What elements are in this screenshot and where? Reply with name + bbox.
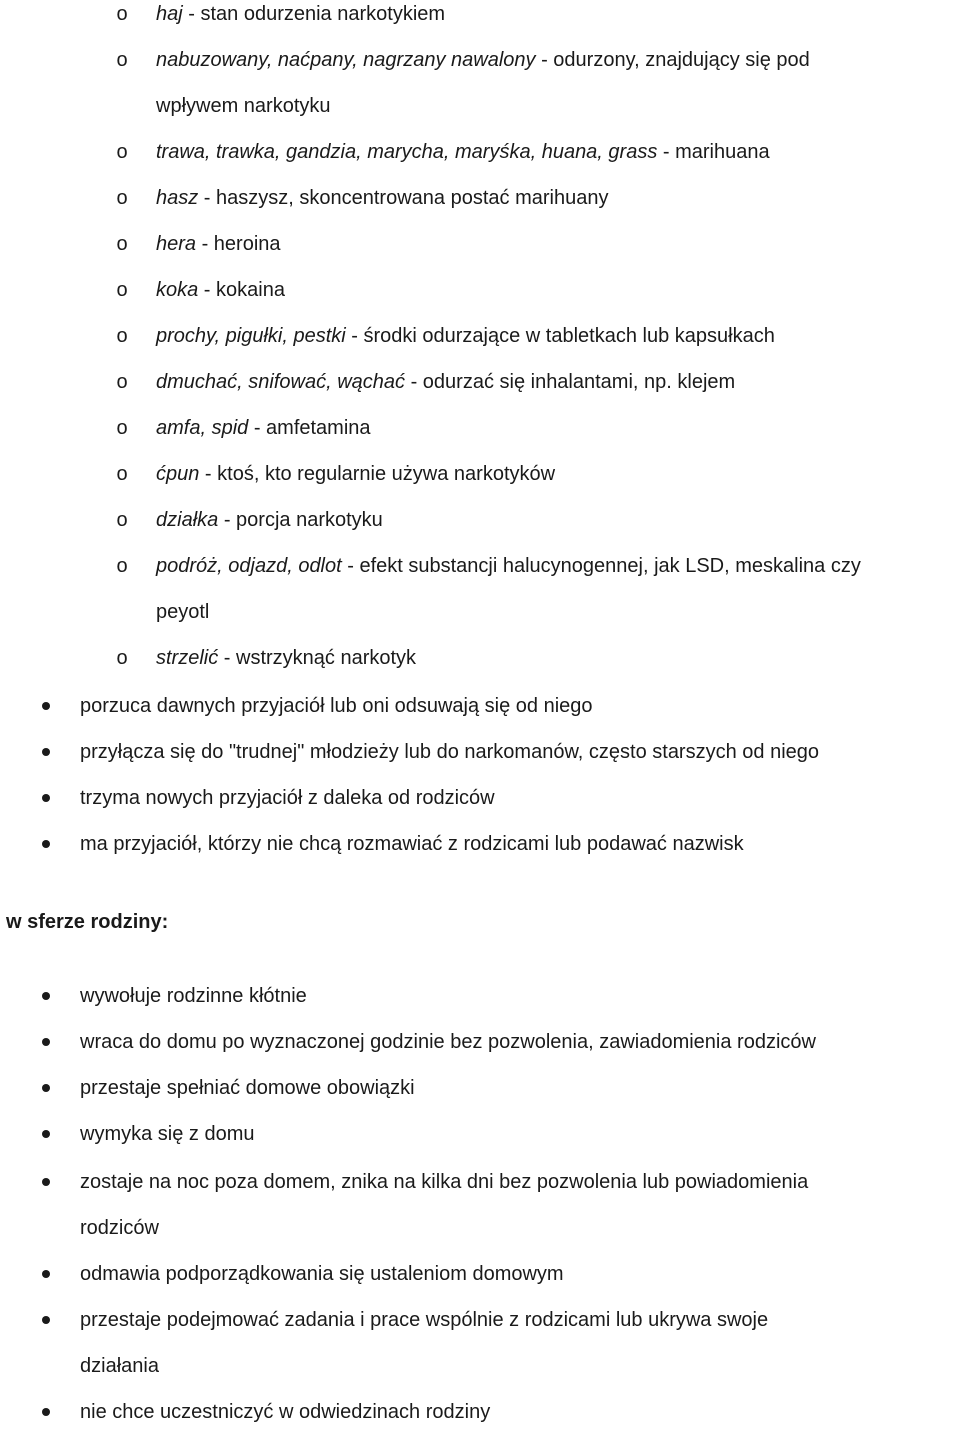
bullet-text: wymyka się z domu	[80, 1123, 255, 1145]
slang-definition: - marihuana	[657, 141, 770, 163]
circle-bullet-icon: o	[116, 417, 128, 439]
slang-definition: - odurzony, znajdujący się pod	[535, 49, 810, 71]
slang-definition: - środki odurzające w tabletkach lub kapsułkach	[345, 325, 775, 347]
slang-term: nabuzowany, naćpany, nagrzany nawalony	[156, 49, 536, 71]
slang-definition: - ktoś, kto regularnie używa narkotyków	[199, 463, 556, 485]
slang-definition: - kokaina	[198, 279, 285, 301]
circle-bullet-icon: o	[116, 279, 128, 301]
bullet-text: przyłącza się do "trudnej" młodzieży lub do narkomanów, często starszych od niego	[80, 741, 820, 763]
bullet-text: nie chce uczestniczyć w odwiedzinach rodziny	[80, 1401, 491, 1423]
bullet-text: przestaje spełniać domowe obowiązki	[80, 1077, 415, 1099]
bullet-dot-icon	[42, 992, 50, 1000]
bullet-dot-icon	[42, 748, 50, 756]
bullet-text: rodziców	[80, 1217, 159, 1239]
bullet-dot-icon	[42, 794, 50, 802]
slang-definition: peyotl	[156, 601, 210, 623]
circle-bullet-icon: o	[116, 463, 128, 485]
slang-definition: - heroina	[196, 233, 281, 255]
slang-term: działka	[156, 509, 219, 531]
circle-bullet-icon: o	[116, 325, 128, 347]
circle-bullet-icon: o	[116, 187, 128, 209]
slang-definition: - haszysz, skoncentrowana postać marihuany	[198, 187, 609, 209]
slang-definition: - porcja narkotyku	[218, 509, 383, 531]
slang-term: hasz	[156, 187, 199, 209]
slang-definition: - odurzać się inhalantami, np. klejem	[405, 371, 736, 393]
circle-bullet-icon: o	[116, 509, 128, 531]
slang-term: strzelić	[156, 647, 219, 669]
bullet-text: odmawia podporządkowania się ustaleniom domowym	[80, 1263, 564, 1285]
slang-term: dmuchać, snifować, wąchać	[156, 371, 406, 393]
bullet-dot-icon	[42, 1084, 50, 1092]
bullet-dot-icon	[42, 1316, 50, 1324]
slang-definition: wpływem narkotyku	[156, 95, 331, 117]
bullet-dot-icon	[42, 1408, 50, 1416]
slang-term: prochy, pigułki, pestki	[156, 325, 346, 347]
bullet-dot-icon	[42, 1130, 50, 1138]
bullet-dot-icon	[42, 1038, 50, 1046]
slang-definition: - wstrzyknąć narkotyk	[218, 647, 417, 669]
bullet-text: działania	[80, 1355, 159, 1377]
circle-bullet-icon: o	[116, 141, 128, 163]
bullet-text: przestaje podejmować zadania i prace wspólnie z rodzicami lub ukrywa swoje	[80, 1309, 769, 1331]
slang-term: podróż, odjazd, odlot	[156, 555, 342, 577]
bullet-dot-icon	[42, 1270, 50, 1278]
circle-bullet-icon: o	[116, 233, 128, 255]
bullet-text: ma przyjaciół, którzy nie chcą rozmawiać z rodzicami lub podawać nazwisk	[80, 833, 744, 855]
slang-term: ćpun	[156, 463, 200, 485]
slang-term: trawa, trawka, gandzia, marycha, maryśka, huana, grass	[156, 141, 658, 163]
circle-bullet-icon: o	[116, 647, 128, 669]
bullet-text: trzyma nowych przyjaciół z daleka od rodziców	[80, 787, 495, 809]
bullet-text: wywołuje rodzinne kłótnie	[80, 985, 307, 1007]
slang-definition: - stan odurzenia narkotykiem	[182, 3, 446, 25]
section-heading: w sferze rodziny:	[6, 911, 169, 933]
slang-term: amfa, spid	[156, 417, 249, 439]
bullet-text: zostaje na noc poza domem, znika na kilka dni bez pozwolenia lub powiadomienia	[80, 1171, 809, 1193]
slang-term: hera	[156, 233, 197, 255]
circle-bullet-icon: o	[116, 3, 128, 25]
circle-bullet-icon: o	[116, 49, 128, 71]
bullet-dot-icon	[42, 1178, 50, 1186]
circle-bullet-icon: o	[116, 371, 128, 393]
bullet-text: wraca do domu po wyznaczonej godzinie bez pozwolenia, zawiadomienia rodziców	[80, 1031, 816, 1053]
slang-definition: - efekt substancji halucynogennej, jak LSD, meskalina czy	[341, 555, 861, 577]
bullet-dot-icon	[42, 702, 50, 710]
slang-term: koka	[156, 279, 199, 301]
circle-bullet-icon: o	[116, 555, 128, 577]
slang-definition: - amfetamina	[248, 417, 371, 439]
bullet-text: porzuca dawnych przyjaciół lub oni odsuwają się od niego	[80, 695, 593, 717]
bullet-dot-icon	[42, 840, 50, 848]
slang-term: haj	[156, 3, 183, 25]
